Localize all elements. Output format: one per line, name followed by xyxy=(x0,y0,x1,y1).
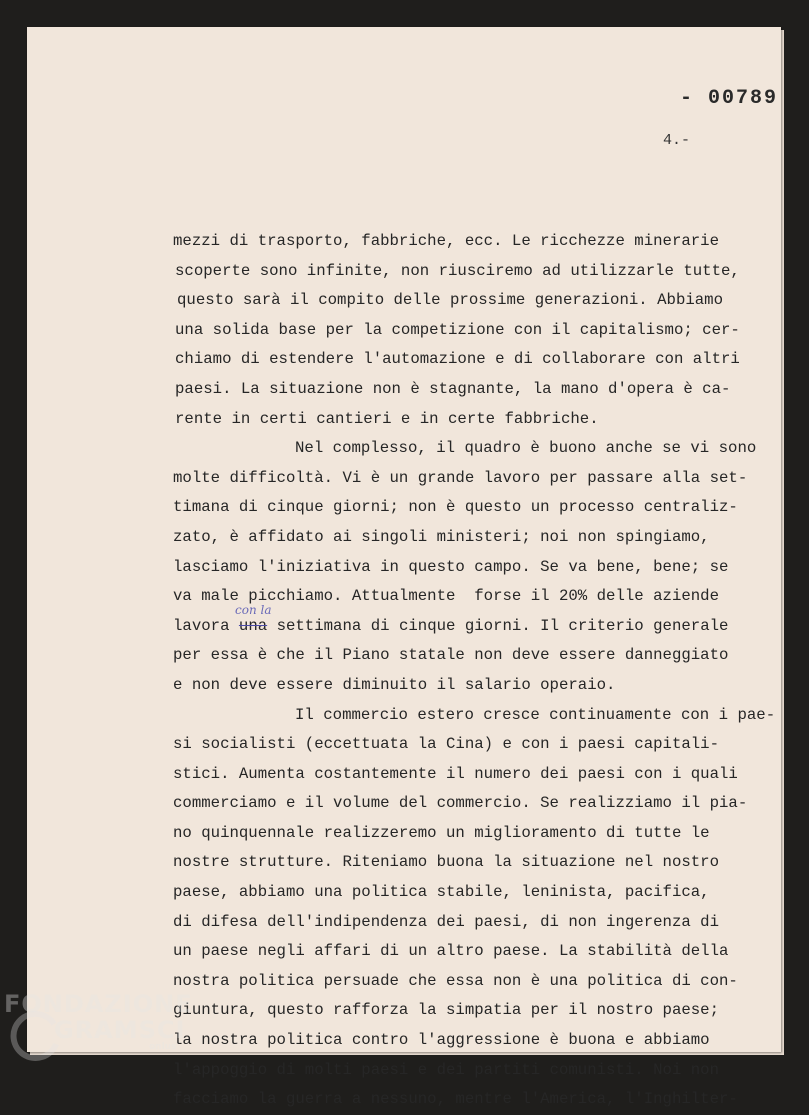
text-line: lasciamo l'iniziativa in questo campo. Se va bene, bene; se xyxy=(173,557,729,576)
struck-word: una xyxy=(238,616,268,635)
text-line: mezzi di trasporto, fabbriche, ecc. Le ricchezze minerarie xyxy=(173,232,720,250)
text-line: chiamo di estendere l'automazione e di collaborare con altri xyxy=(175,350,740,369)
text-line: paese, abbiamo una politica stabile, leninista, pacifica, xyxy=(173,883,710,902)
text-line: molte difficoltà. Vi è un grande lavoro per passare alla set- xyxy=(173,468,748,487)
text-line: si socialisti (eccettuata la Cina) e con i paesi capitali- xyxy=(173,735,720,754)
text-line: Il commercio estero cresce continuamente con i pae- xyxy=(295,705,776,724)
text-line: un paese negli affari di un altro paese. La stabilità della xyxy=(173,942,729,961)
text-line: paesi. La situazione non è stagnante, la mano d'opera è ca- xyxy=(175,379,731,398)
text-line: e non deve essere diminuito il salario operaio. xyxy=(173,675,616,694)
text-line: nostre strutture. Riteniamo buona la situazione nel nostro xyxy=(173,853,720,872)
line-segment: lavora xyxy=(173,616,239,635)
typed-body-text xyxy=(173,227,775,1115)
document-page xyxy=(27,27,781,1109)
text-line: di difesa dell'indipendenza dei paesi, di non ingerenza di xyxy=(173,912,720,931)
text-line: la nostra politica contro l'aggressione è buona e abbiamo xyxy=(173,1031,710,1050)
text-line: rente in certi cantieri e in certe fabbriche. xyxy=(175,409,599,428)
watermark-line-3: onlus xyxy=(149,1042,177,1052)
text-line: scoperte sono infinite, non riusciremo ad utilizzarle tutte, xyxy=(175,261,740,280)
watermark-logo-icon xyxy=(10,1010,62,1062)
text-line: l'appoggio di molti paesi e dei partiti comunisti. Noi non xyxy=(173,1060,720,1079)
text-line: per essa è che il Piano statale non deve essere danneggiato xyxy=(173,646,729,665)
text-line: facciamo la guerra a nessuno, mentre l'America, l'Inghilter- xyxy=(173,1090,738,1109)
text-line xyxy=(173,602,775,642)
text-line: stici. Aumenta costantemente il numero dei paesi con i quali xyxy=(173,764,738,783)
page-number: 4.- xyxy=(663,132,691,149)
text-line: no quinquennale realizzeremo un miglioramento di tutte le xyxy=(173,823,710,842)
text-line: timana di cinque giorni; non è questo un processo centraliz- xyxy=(173,498,738,517)
text-line: questo sarà il compito delle prossime generazioni. Abbiamo xyxy=(177,291,724,310)
text-line: va male picchiamo. Attualmente forse il 20% delle aziende xyxy=(173,587,720,606)
text-line: zato, è affidato ai singoli ministeri; noi non spingiamo, xyxy=(173,527,710,546)
text-line: nostra politica persuade che essa non è una politica di con- xyxy=(173,971,738,990)
text-line: giuntura, questo rafforza la simpatia per il nostro paese; xyxy=(173,1001,720,1020)
document-number: - 00789 xyxy=(680,87,779,110)
text-line: Nel complesso, il quadro è buono anche se vi sono xyxy=(295,439,757,458)
line-segment: settimana di cinque giorni. Il criterio generale xyxy=(267,616,729,635)
text-line: commerciamo e il volume del commercio. Se realizziamo il pia- xyxy=(173,794,748,813)
watermark-line-2: GRAMSCI xyxy=(54,1016,186,1044)
watermark-line-1: FONDAZIONE xyxy=(4,990,193,1018)
handwritten-insertion: con la xyxy=(235,602,272,617)
text-line: una solida base per la competizione con il capitalismo; cer- xyxy=(175,320,740,339)
